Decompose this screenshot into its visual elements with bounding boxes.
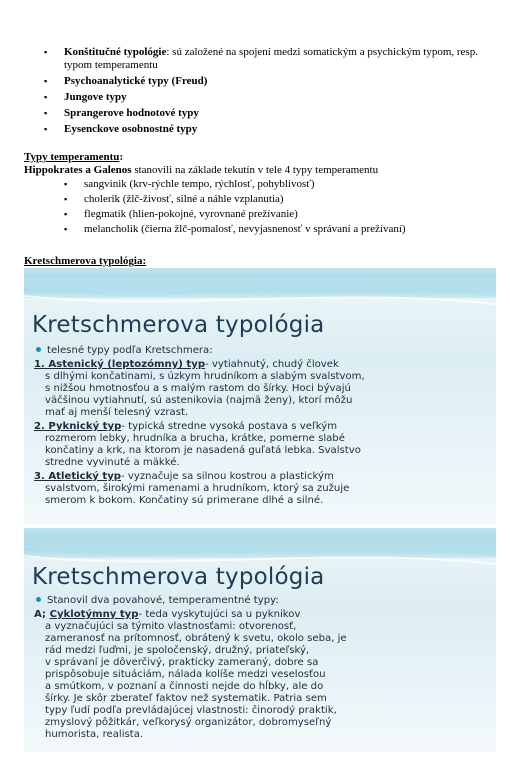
list-item: 3. Atletický typ- vyznačuje sa silnou kostrou a plastickým svalstvom, širokými ramenami a hrudníkom, ktorý sa zužuje smerom k bokom. Končatiny sú primerane dlhé a silné. <box>34 471 350 506</box>
slide-content <box>34 345 490 507</box>
list-item: ▪ sangvinik (krv-rýchle tempo, rýchlosť, pohyblivosť) <box>64 178 494 191</box>
list-item: ▪ melancholik (čierna žlč-pomalosť, nevyjasnenosť v správaní a prežívaní) <box>64 223 494 236</box>
list-item: ▪ Psychoanalytické typy (Freud) <box>44 75 494 88</box>
typology-list <box>44 46 494 139</box>
list-item: 2. Pyknický typ- typická stredne vysoká postava s veľkým rozmerom lebky, hrudníka a brucha, krátke, pomerne slabé končatiny a krk, na ktorom je nasadená guľatá lebka. Svalstvo stredne vyvinuté a mäkké. <box>34 421 361 468</box>
list-item: ▪ cholerik (žlč-živosť, silné a náhle vzplanutia) <box>64 193 494 206</box>
slide-title: Kretschmerova typológia <box>32 312 325 338</box>
wave-decoration <box>24 278 496 314</box>
slide-image-1 <box>24 268 496 524</box>
list-item: 1. Astenický (leptozómny) typ- vytiahnutý, chudý človek s dlhými končatinami, s úzkym hrudníkom a slabým svalstvom, s nižšou hmotnosťou a s malým rastom do šírky. Hoci bývajú väčšinou vytiahnutí, sú astenikovia (najmä ženy), ktorí môžu mať aj menší telesný vzrast. <box>34 359 365 418</box>
list-item: ▪ Sprangerove hodnotové typy <box>44 107 494 120</box>
temperament-types <box>64 178 494 236</box>
bullet-icon <box>36 347 41 352</box>
list-item: ▪ Jungove typy <box>44 91 494 104</box>
bullet-icon <box>36 597 41 602</box>
temperament-intro: Hippokrates a Galenos stanovili na základe tekutín v tele 4 typy temperamentu <box>24 164 379 176</box>
list-item: A; Cyklotýmny typ- teda vyskytujúci sa u pyknikov a vyznačujúci sa týmito vlastnosťami: otvorenosť, zameranosť na prítomnosť, obrátený k svetu, okolo seba, je rád medzi ľuďmi, je spoločenský, družný, priateľský, v správaní je dôverčivý, prakticky zameraný, dobre sa prispôsobuje situáciám, nálada kolíše medzi veselosťou a smútkom, v poznaní a činnosti nejde do hĺbky, ale do šírky. Je skôr zberateľ faktov než systematik. Patria sem typy ľudí podľa prevládajúcej vlastnosti: činorodý praktik, zmyslový pôžitkár, veľkorysý organizátor, dobromyseľný humorista, realista. <box>34 609 347 740</box>
slide-bullet: telesné typy podľa Kretschmera: <box>34 345 490 357</box>
slide-bullet: Stanovil dva povahové, temperamentné typy: <box>34 595 490 607</box>
list-item: ▪ Konštitučné typológie: sú založené na spojení medzi somatickým a psychickým typom, resp. typom temperamentu <box>44 46 494 72</box>
slide-content <box>34 595 490 741</box>
list-item: ▪ Eysenckove osobnostné typy <box>44 123 494 136</box>
slide-title: Kretschmerova typológia <box>32 564 325 590</box>
list-item: ▪ flegmatik (hlien-pokojné, vyrovnané prežívanie) <box>64 208 494 221</box>
temperament-heading: Typy temperamentu: <box>24 151 124 163</box>
temperament-section <box>24 151 494 238</box>
slide-image-2 <box>24 528 496 752</box>
kretschmer-heading: Kretschmerova typológia: <box>24 255 147 267</box>
